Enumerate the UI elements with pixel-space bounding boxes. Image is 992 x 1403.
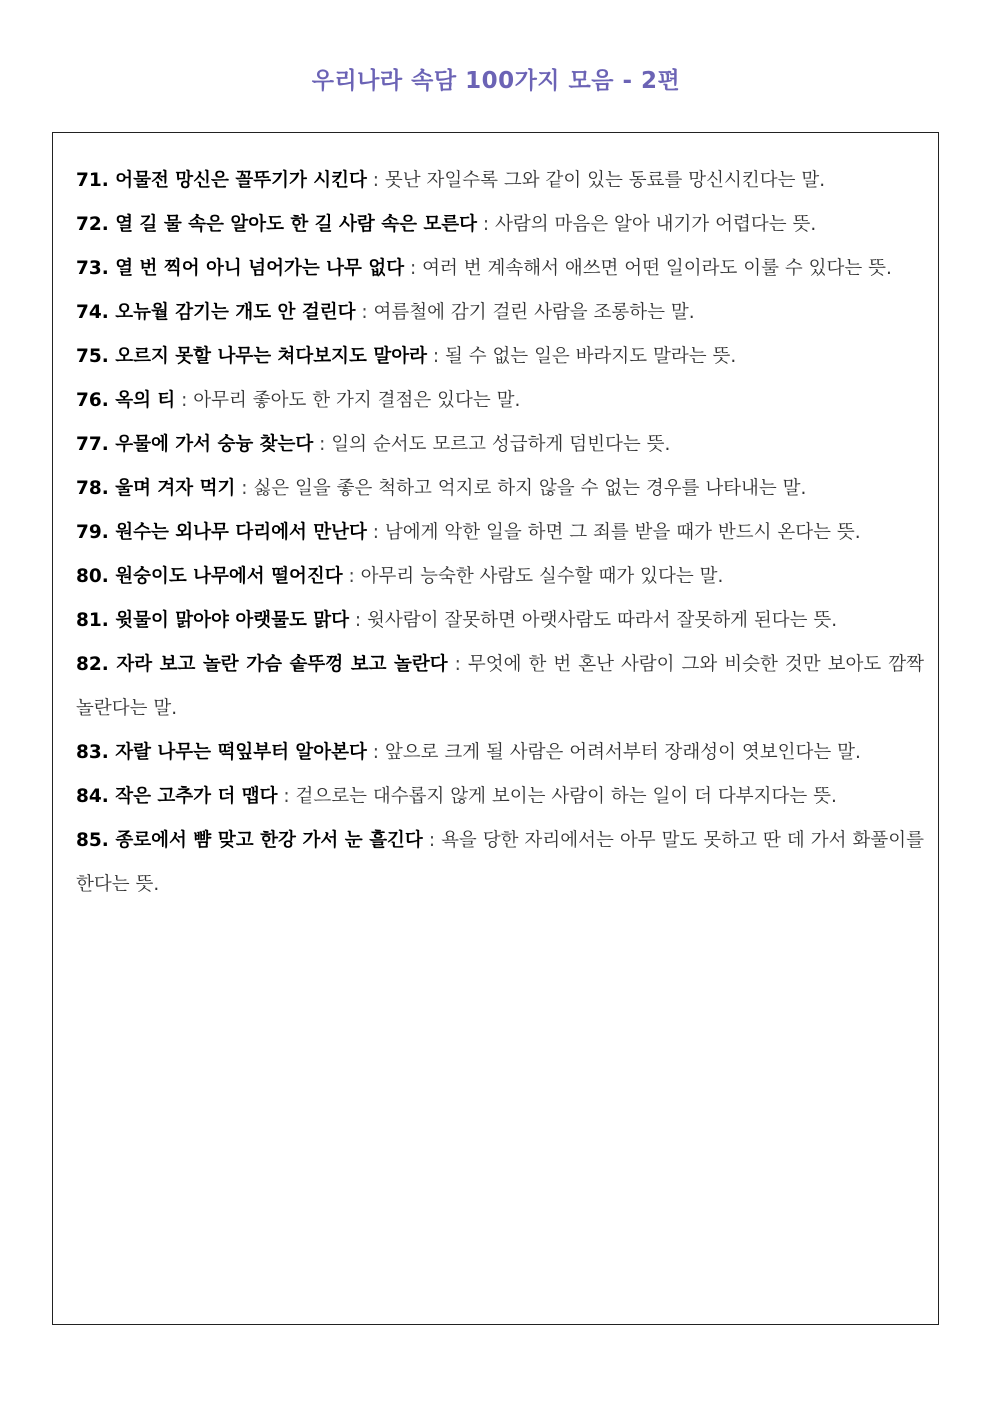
proverb-meaning: 욕을 당한 자리에서는 아무 말도 못하고 딴 데 가서 화풀이를 한다는 뜻. [76,830,924,895]
proverb-text: 윗물이 맑아야 아랫물도 맑다 [115,610,350,631]
proverb-text: 열 길 물 속은 알아도 한 길 사람 속은 모른다 [115,214,478,235]
proverb-separator: : [349,610,368,631]
proverb-number: 84. [76,786,109,807]
proverb-separator: : [426,346,445,367]
proverb-list-box [52,132,939,1325]
proverb-entry [76,423,924,467]
proverb-term [76,434,313,455]
proverb-meaning: 싫은 일을 좋은 척하고 억지로 하지 않을 수 없는 경우를 나타내는 말. [253,478,807,499]
proverb-meaning: 아무리 좋아도 한 가지 결점은 있다는 말. [193,390,521,411]
proverb-entry [76,775,924,819]
proverb-number: 81. [76,610,109,631]
proverb-separator: : [422,830,442,851]
proverb-text: 어물전 망신은 꼴뚜기가 시킨다 [115,170,367,191]
proverb-term [76,258,404,279]
proverb-entry [76,335,924,379]
proverb-number: 77. [76,434,109,455]
proverb-text: 오르지 못할 나무는 쳐다보지도 말아라 [115,346,427,367]
proverb-meaning: 못난 자일수록 그와 같이 있는 동료를 망신시킨다는 말. [384,170,826,191]
proverb-term [76,742,367,763]
proverb-entry [76,643,924,731]
proverb-entry [76,555,924,599]
proverb-meaning: 여러 번 계속해서 애쓰면 어떤 일이라도 이룰 수 있다는 뜻. [422,258,892,279]
proverb-number: 79. [76,522,109,543]
proverb-separator: : [235,478,254,499]
proverb-text: 우물에 가서 숭늉 찾는다 [115,434,314,455]
proverb-number: 82. [76,654,109,675]
proverb-text: 열 번 찍어 아니 넘어가는 나무 없다 [115,258,405,279]
proverb-text: 자랄 나무는 떡잎부터 알아본다 [115,742,367,763]
proverb-separator: : [366,170,385,191]
proverb-entry [76,379,924,423]
proverb-term [76,170,367,191]
proverb-separator: : [447,654,468,675]
proverb-separator: : [277,786,296,807]
proverb-number: 80. [76,566,109,587]
proverb-entry [76,731,924,775]
proverb-text: 자라 보고 놀란 가슴 솥뚜껑 보고 놀란다 [116,654,448,675]
proverb-text: 작은 고추가 더 맵다 [115,786,278,807]
proverb-entry [76,159,924,203]
proverb-meaning: 무엇에 한 번 혼난 사람이 그와 비슷한 것만 보아도 깜짝 놀란다는 말. [76,654,924,719]
proverb-number: 71. [76,170,109,191]
proverb-separator: : [366,522,385,543]
proverb-term [76,346,427,367]
proverb-term [76,566,343,587]
proverb-entry [76,819,924,907]
proverb-number: 78. [76,478,109,499]
proverb-meaning: 앞으로 크게 될 사람은 어려서부터 장래성이 엿보인다는 말. [384,742,861,763]
proverb-text: 종로에서 뺨 맞고 한강 가서 눈 흘긴다 [115,830,423,851]
proverb-separator: : [175,390,194,411]
proverb-term [76,390,175,411]
proverb-entry [76,467,924,511]
proverb-meaning: 일의 순서도 모르고 성급하게 덤빈다는 뜻. [331,434,671,455]
proverb-entry [76,247,924,291]
proverb-meaning: 남에게 악한 일을 하면 그 죄를 받을 때가 반드시 온다는 뜻. [384,522,861,543]
proverb-meaning: 아무리 능숙한 사람도 실수할 때가 있다는 말. [360,566,724,587]
proverb-meaning: 사람의 마음은 알아 내기가 어렵다는 뜻. [495,214,817,235]
proverb-meaning: 윗사람이 잘못하면 아랫사람도 따라서 잘못하게 된다는 뜻. [367,610,838,631]
proverb-number: 74. [76,302,109,323]
proverb-text: 오뉴월 감기는 개도 안 걸린다 [115,302,356,323]
proverb-number: 75. [76,346,109,367]
proverb-entry [76,291,924,335]
proverb-number: 85. [76,830,109,851]
proverb-term [76,522,367,543]
proverb-term [76,786,278,807]
proverb-text: 옥의 티 [115,390,176,411]
proverb-number: 73. [76,258,109,279]
proverb-term [76,654,448,675]
proverb-entry [76,599,924,643]
proverb-meaning: 될 수 없는 일은 바라지도 말라는 뜻. [444,346,737,367]
proverb-term [76,302,355,323]
proverb-separator: : [477,214,496,235]
proverb-number: 83. [76,742,109,763]
proverb-separator: : [313,434,332,455]
proverb-separator: : [342,566,361,587]
proverb-separator: : [366,742,385,763]
proverb-entry [76,511,924,555]
proverb-meaning: 여름철에 감기 걸린 사람을 조롱하는 말. [373,302,695,323]
proverb-separator: : [355,302,374,323]
page-title: 우리나라 속담 100가지 모음 - 2편 [311,68,681,94]
proverb-meaning: 겉으로는 대수롭지 않게 보이는 사람이 하는 일이 더 다부지다는 뜻. [295,786,837,807]
proverb-text: 원숭이도 나무에서 떨어진다 [115,566,343,587]
proverb-number: 76. [76,390,109,411]
proverb-separator: : [404,258,423,279]
proverb-term [76,214,477,235]
proverb-term [76,830,423,851]
proverb-term [76,610,349,631]
proverb-text: 원수는 외나무 다리에서 만난다 [115,522,367,543]
proverb-text: 울며 겨자 먹기 [115,478,236,499]
proverb-number: 72. [76,214,109,235]
proverb-entry [76,203,924,247]
proverb-term [76,478,235,499]
